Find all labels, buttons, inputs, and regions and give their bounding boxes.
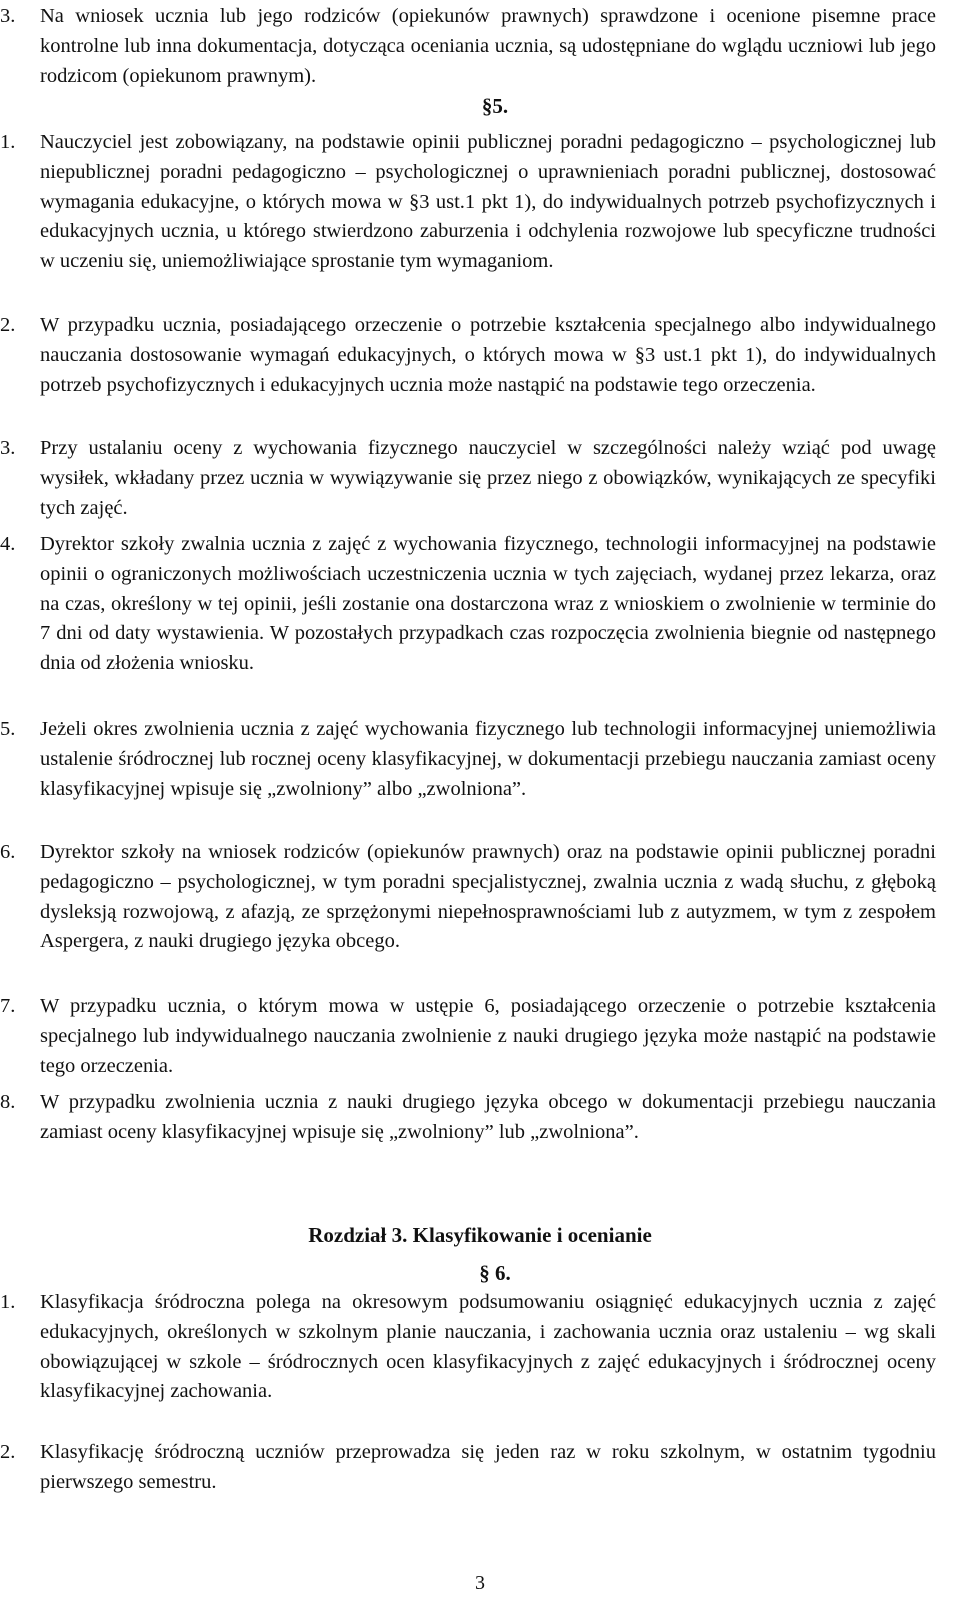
list-item [0, 434, 960, 523]
item-text: Klasyfikacja śródroczna polega na okresowym podsumowaniu osiągnięć edukacyjnych ucznia z zajęć edukacyjnych, określonych w szkolnym planie nauczania, i zachowania ucznia oraz ustaleniu – wg skali obowiązującej w szkole – śródrocznych ocen klasyfikacyjnych z zajęć edukacyjnych i śródrocznej oceny klasyfikacyjnej zachowania. [40, 1291, 936, 1403]
item-text: Klasyfikację śródroczną uczniów przeprowadza się jeden raz w roku szkolnym, w ostatnim tygodniu pierwszego semestru. [40, 1441, 936, 1493]
item-number: 2. [0, 1441, 16, 1463]
section-5-items [0, 434, 960, 523]
section-5-items [0, 715, 960, 804]
list-item [0, 1088, 960, 1148]
item-number: 3. [0, 437, 16, 459]
item-number: 1. [0, 131, 16, 153]
section-5-items [0, 838, 960, 957]
chapter-heading [0, 1221, 960, 1249]
item-number: 8. [0, 1091, 16, 1113]
page-number: 3 [475, 1572, 485, 1594]
section-5-items [0, 128, 960, 277]
item-text: Jeżeli okres zwolnienia ucznia z zajęć wychowania fizycznego lub technologii informacyjnej uniemożliwia ustalenie śródrocznej lub rocznej oceny klasyfikacyjnej, w dokumentacji przebiegu nauczania zamiast oceny klasyfikacyjnej wpisuje się „zwolniony” albo „zwolniona”. [40, 718, 936, 800]
list-item [0, 838, 960, 957]
section-5-items [0, 530, 960, 679]
section-6-items [0, 1288, 960, 1407]
list-item [0, 128, 960, 277]
section-5-items [0, 311, 960, 400]
section-6-items [0, 1438, 960, 1498]
item-text: W przypadku ucznia, o którym mowa w ustępie 6, posiadającego orzeczenie o potrzebie kształcenia specjalnego lub indywidualnego nauczania zwolnienie z nauki drugiego języka może nastąpić na podstawie tego orzeczenia. [40, 995, 936, 1077]
item-number: 5. [0, 718, 16, 740]
list-item [0, 2, 960, 91]
section-title: § 6. [479, 1261, 511, 1285]
item-text: W przypadku zwolnienia ucznia z nauki drugiego języka obcego w dokumentacji przebiegu nauczania zamiast oceny klasyfikacyjnej wpisuje się „zwolniony” lub „zwolniona”. [40, 1091, 936, 1143]
chapter-title: Rozdział 3. Klasyfikowanie i ocenianie [308, 1223, 652, 1247]
item-text: Przy ustalaniu oceny z wychowania fizycznego nauczyciel w szczególności należy wziąć pod uwagę wysiłek, wkładany przez ucznia w wywiązywanie się przez niego z obowiązków, wynikających ze specyfiki tych zajęć. [40, 437, 936, 519]
section-6 [0, 1259, 960, 1287]
item-number: 1. [0, 1291, 16, 1313]
item-text: Na wniosek ucznia lub jego rodziców (opiekunów prawnych) sprawdzone i ocenione pisemne prace kontrolne lub inna dokumentacja, dotycząca oceniania ucznia, są udostępniane do wglądu uczniowi lub jego rodzicom (opiekunom prawnym). [40, 5, 936, 87]
item-text: W przypadku ucznia, posiadającego orzeczenie o potrzebie kształcenia specjalnego albo indywidualnego nauczania dostosowanie wymagań edukacyjnych, o których mowa w §3 ust.1 pkt 1), do indywidualnych potrzeb psychofizycznych i edukacyjnych ucznia może nastąpić na podstawie tego orzeczenia. [40, 314, 936, 396]
section-title: §5. [481, 94, 509, 118]
item-number: 7. [0, 995, 16, 1017]
item-text: Nauczyciel jest zobowiązany, na podstawie opinii publicznej poradni pedagogiczno – psychologicznej lub niepublicznej poradni pedagogiczno – psychologicznej o uprawnieniach poradni publicznej, dostosować wymagania edukacyjne, o których mowa w §3 ust.1 pkt 1), do indywidualnych potrzeb psychofizycznych i edukacyjnych ucznia, u którego stwierdzono zaburzenia i odchylenia rozwojowe lub specyficzne trudności w uczeniu się, uniemożliwiające sprostanie tym wymaganiom. [40, 131, 936, 273]
item-number: 4. [0, 533, 16, 555]
list-item [0, 715, 960, 804]
list-item [0, 992, 960, 1081]
section-5-items [0, 1088, 960, 1148]
item-number: 6. [0, 841, 16, 863]
section-5 [0, 92, 960, 120]
item-number: 2. [0, 314, 16, 336]
paragraph-block [0, 2, 960, 91]
list-item [0, 530, 960, 679]
item-number: 3. [0, 5, 16, 27]
section-5-items [0, 992, 960, 1081]
list-item [0, 1438, 960, 1498]
item-text: Dyrektor szkoły zwalnia ucznia z zajęć z wychowania fizycznego, technologii informacyjnej na podstawie opinii o ograniczonych możliwościach uczestniczenia ucznia w tych zajęciach, wydanej przez lekarza, oraz na czas, określony w tej opinii, jeśli zostanie ona dostarczona wraz z wnioskiem o zwolnienie w terminie do 7 dni od daty wystawienia. W pozostałych przypadkach czas rozpoczęcia zwolnienia biegnie od następnego dnia od złożenia wniosku. [40, 533, 936, 675]
list-item [0, 1288, 960, 1407]
list-item [0, 311, 960, 400]
item-text: Dyrektor szkoły na wniosek rodziców (opiekunów prawnych) oraz na podstawie opinii publicznej poradni pedagogiczno – psychologicznej, w tym poradni specjalistycznej, zwalnia ucznia z wadą słuchu, z głęboką dysleksją rozwojową, z afazją, ze sprzężonymi niepełnosprawnościami lub z autyzmem, w tym z zespołem Aspergera, z nauki drugiego języka obcego. [40, 841, 936, 953]
